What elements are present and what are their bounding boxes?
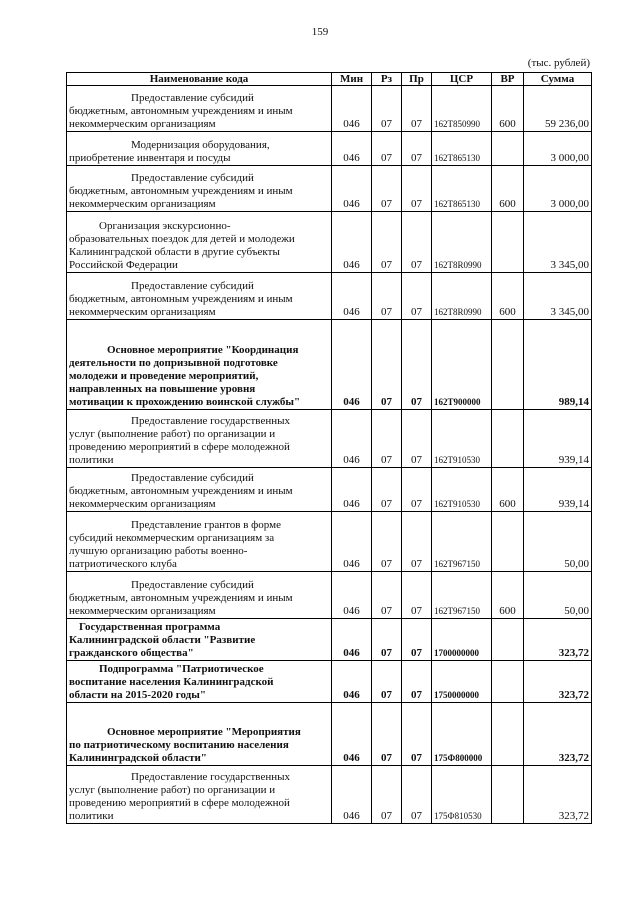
budget-table (66, 72, 592, 824)
table-row (67, 86, 592, 132)
row-name-line: Предоставление государственных (131, 771, 290, 783)
row-csr-cell: 162Т8R0990 (432, 212, 492, 273)
row-pr-cell: 07 (402, 619, 432, 661)
row-vr-cell (492, 512, 524, 572)
row-rz-cell: 07 (372, 703, 402, 766)
row-min-cell: 046 (332, 212, 372, 273)
header-csr: ЦСР (432, 73, 492, 86)
row-rz-cell: 07 (372, 320, 402, 410)
row-name-line: образовательных поездок для детей и молодежи (69, 233, 295, 245)
header-rz: Рз (372, 73, 402, 86)
units-label: (тыс. рублей) (527, 57, 590, 69)
row-name-cell (67, 468, 332, 512)
row-name-cell (67, 766, 332, 824)
row-sum-cell: 939,14 (524, 468, 592, 512)
row-rz-cell: 07 (372, 468, 402, 512)
row-name-line: Предоставление субсидий (131, 92, 254, 104)
table-row (67, 273, 592, 320)
row-min-cell: 046 (332, 766, 372, 824)
row-name-cell (67, 132, 332, 166)
row-name-line: деятельности по допризывной подготовке (69, 357, 278, 369)
table-header-row (67, 73, 592, 86)
row-rz-cell: 07 (372, 273, 402, 320)
row-name-line: области на 2015-2020 годы" (69, 689, 206, 701)
row-name-line: молодежи и проведение мероприятий, (69, 370, 259, 382)
row-csr-cell: 175Ф810530 (432, 766, 492, 824)
row-name-line: патриотического клуба (69, 558, 177, 570)
table-row (67, 410, 592, 468)
row-vr-cell (492, 132, 524, 166)
row-rz-cell: 07 (372, 661, 402, 703)
row-min-cell: 046 (332, 572, 372, 619)
table-row (67, 212, 592, 273)
table-row (67, 572, 592, 619)
row-name-cell (67, 703, 332, 766)
row-csr-cell: 162Т850990 (432, 86, 492, 132)
header-min: Мин (332, 73, 372, 86)
row-name-cell (67, 661, 332, 703)
header-pr: Пр (402, 73, 432, 86)
row-pr-cell: 07 (402, 212, 432, 273)
row-name-line: Предоставление субсидий (131, 280, 254, 292)
row-min-cell: 046 (332, 320, 372, 410)
row-name-line: Российской Федерации (69, 259, 178, 271)
header-sum: Сумма (524, 73, 592, 86)
row-csr-cell: 162Т967150 (432, 572, 492, 619)
header-name: Наименование кода (67, 73, 332, 86)
row-sum-cell: 3 000,00 (524, 132, 592, 166)
row-sum-cell: 323,72 (524, 661, 592, 703)
row-name-cell (67, 320, 332, 410)
row-min-cell: 046 (332, 703, 372, 766)
row-pr-cell: 07 (402, 166, 432, 212)
row-name-line: по патриотическому воспитанию населения (69, 739, 289, 751)
row-name-line: политики (69, 454, 114, 466)
row-rz-cell: 07 (372, 512, 402, 572)
row-csr-cell: 162Т900000 (432, 320, 492, 410)
row-name-line: Предоставление субсидий (131, 472, 254, 484)
row-vr-cell: 600 (492, 468, 524, 512)
row-pr-cell: 07 (402, 766, 432, 824)
row-pr-cell: 07 (402, 273, 432, 320)
row-name-line: направленных на повышение уровня (69, 383, 256, 395)
page-number: 159 (311, 26, 329, 38)
row-vr-cell (492, 619, 524, 661)
row-rz-cell: 07 (372, 86, 402, 132)
row-name-line: приобретение инвентаря и посуды (69, 152, 231, 164)
row-pr-cell: 07 (402, 512, 432, 572)
row-vr-cell (492, 410, 524, 468)
row-name-line: субсидий некоммерческим организациям за (69, 532, 275, 544)
row-name-line: некоммерческим организациям (69, 605, 216, 617)
row-min-cell: 046 (332, 468, 372, 512)
row-csr-cell: 162Т865130 (432, 166, 492, 212)
row-name-line: проведению мероприятий в сфере молодежной (69, 441, 290, 453)
row-csr-cell: 1750000000 (432, 661, 492, 703)
row-min-cell: 046 (332, 86, 372, 132)
row-sum-cell: 323,72 (524, 619, 592, 661)
table-row (67, 166, 592, 212)
row-min-cell: 046 (332, 273, 372, 320)
row-vr-cell (492, 212, 524, 273)
row-pr-cell: 07 (402, 703, 432, 766)
row-name-line: Государственная программа (79, 621, 221, 633)
table-row (67, 320, 592, 410)
row-sum-cell: 3 000,00 (524, 166, 592, 212)
row-name-line: Калининградской области "Развитие (69, 634, 256, 646)
row-name-line: некоммерческим организациям (69, 498, 216, 510)
row-rz-cell: 07 (372, 766, 402, 824)
row-vr-cell: 600 (492, 166, 524, 212)
row-csr-cell: 1700000000 (432, 619, 492, 661)
row-name-line: некоммерческим организациям (69, 198, 216, 210)
row-vr-cell: 600 (492, 572, 524, 619)
table-row (67, 132, 592, 166)
row-rz-cell: 07 (372, 572, 402, 619)
row-csr-cell: 175Ф800000 (432, 703, 492, 766)
row-name-line: Модернизация оборудования, (131, 139, 270, 151)
table-row (67, 512, 592, 572)
row-sum-cell: 59 236,00 (524, 86, 592, 132)
row-vr-cell: 600 (492, 86, 524, 132)
row-name-line: Основное мероприятие "Координация (107, 344, 299, 356)
table-body (67, 86, 592, 824)
row-name-cell (67, 86, 332, 132)
row-name-line: Предоставление субсидий (131, 172, 254, 184)
row-min-cell: 046 (332, 619, 372, 661)
row-name-line: гражданского общества" (69, 647, 194, 659)
row-min-cell: 046 (332, 512, 372, 572)
row-rz-cell: 07 (372, 212, 402, 273)
row-csr-cell: 162Т967150 (432, 512, 492, 572)
row-name-line: проведению мероприятий в сфере молодежной (69, 797, 290, 809)
row-name-line: Основное мероприятие "Мероприятия (107, 726, 301, 738)
row-vr-cell (492, 320, 524, 410)
row-name-line: бюджетным, автономным учреждениям и иным (69, 185, 293, 197)
row-min-cell: 046 (332, 410, 372, 468)
row-vr-cell (492, 661, 524, 703)
row-name-line: бюджетным, автономным учреждениям и иным (69, 105, 293, 117)
row-vr-cell: 600 (492, 273, 524, 320)
table-row (67, 661, 592, 703)
header-vr: ВР (492, 73, 524, 86)
row-min-cell: 046 (332, 166, 372, 212)
row-name-cell (67, 212, 332, 273)
row-csr-cell: 162Т910530 (432, 410, 492, 468)
row-sum-cell: 323,72 (524, 703, 592, 766)
table-row (67, 468, 592, 512)
row-name-line: Подпрограмма "Патриотическое (99, 663, 264, 675)
row-name-line: мотивации к прохождению воинской службы" (69, 396, 301, 408)
row-pr-cell: 07 (402, 572, 432, 619)
row-pr-cell: 07 (402, 410, 432, 468)
row-sum-cell: 50,00 (524, 512, 592, 572)
row-pr-cell: 07 (402, 132, 432, 166)
row-sum-cell: 323,72 (524, 766, 592, 824)
row-csr-cell: 162Т8R0990 (432, 273, 492, 320)
row-name-line: Представление грантов в форме (131, 519, 281, 531)
row-name-cell (67, 572, 332, 619)
row-name-line: Организация экскурсионно- (99, 220, 231, 232)
row-sum-cell: 939,14 (524, 410, 592, 468)
row-pr-cell: 07 (402, 86, 432, 132)
row-name-line: некоммерческим организациям (69, 118, 216, 130)
row-vr-cell (492, 766, 524, 824)
row-min-cell: 046 (332, 661, 372, 703)
row-pr-cell: 07 (402, 468, 432, 512)
row-sum-cell: 3 345,00 (524, 212, 592, 273)
row-min-cell: 046 (332, 132, 372, 166)
row-vr-cell (492, 703, 524, 766)
row-name-line: Предоставление государственных (131, 415, 290, 427)
row-rz-cell: 07 (372, 410, 402, 468)
row-rz-cell: 07 (372, 132, 402, 166)
row-name-line: лучшую организацию работы военно- (69, 545, 248, 557)
row-name-line: Калининградской области" (69, 752, 207, 764)
row-name-line: некоммерческим организациям (69, 306, 216, 318)
row-name-line: политики (69, 810, 114, 822)
row-name-cell (67, 273, 332, 320)
row-name-cell (67, 619, 332, 661)
row-sum-cell: 3 345,00 (524, 273, 592, 320)
row-name-line: услуг (выполнение работ) по организации и (69, 428, 276, 440)
row-name-cell (67, 410, 332, 468)
table-row (67, 619, 592, 661)
row-name-line: воспитание населения Калининградской (69, 676, 274, 688)
row-name-line: услуг (выполнение работ) по организации и (69, 784, 276, 796)
row-name-line: бюджетным, автономным учреждениям и иным (69, 592, 293, 604)
table-row (67, 766, 592, 824)
row-csr-cell: 162Т865130 (432, 132, 492, 166)
row-pr-cell: 07 (402, 661, 432, 703)
row-sum-cell: 989,14 (524, 320, 592, 410)
row-name-line: Предоставление субсидий (131, 579, 254, 591)
row-name-line: бюджетным, автономным учреждениям и иным (69, 485, 293, 497)
row-rz-cell: 07 (372, 166, 402, 212)
row-name-cell (67, 512, 332, 572)
table-row (67, 703, 592, 766)
row-pr-cell: 07 (402, 320, 432, 410)
row-name-cell (67, 166, 332, 212)
row-name-line: Калининградской области в другие субъекты (69, 246, 280, 258)
row-rz-cell: 07 (372, 619, 402, 661)
row-sum-cell: 50,00 (524, 572, 592, 619)
row-csr-cell: 162Т910530 (432, 468, 492, 512)
row-name-line: бюджетным, автономным учреждениям и иным (69, 293, 293, 305)
